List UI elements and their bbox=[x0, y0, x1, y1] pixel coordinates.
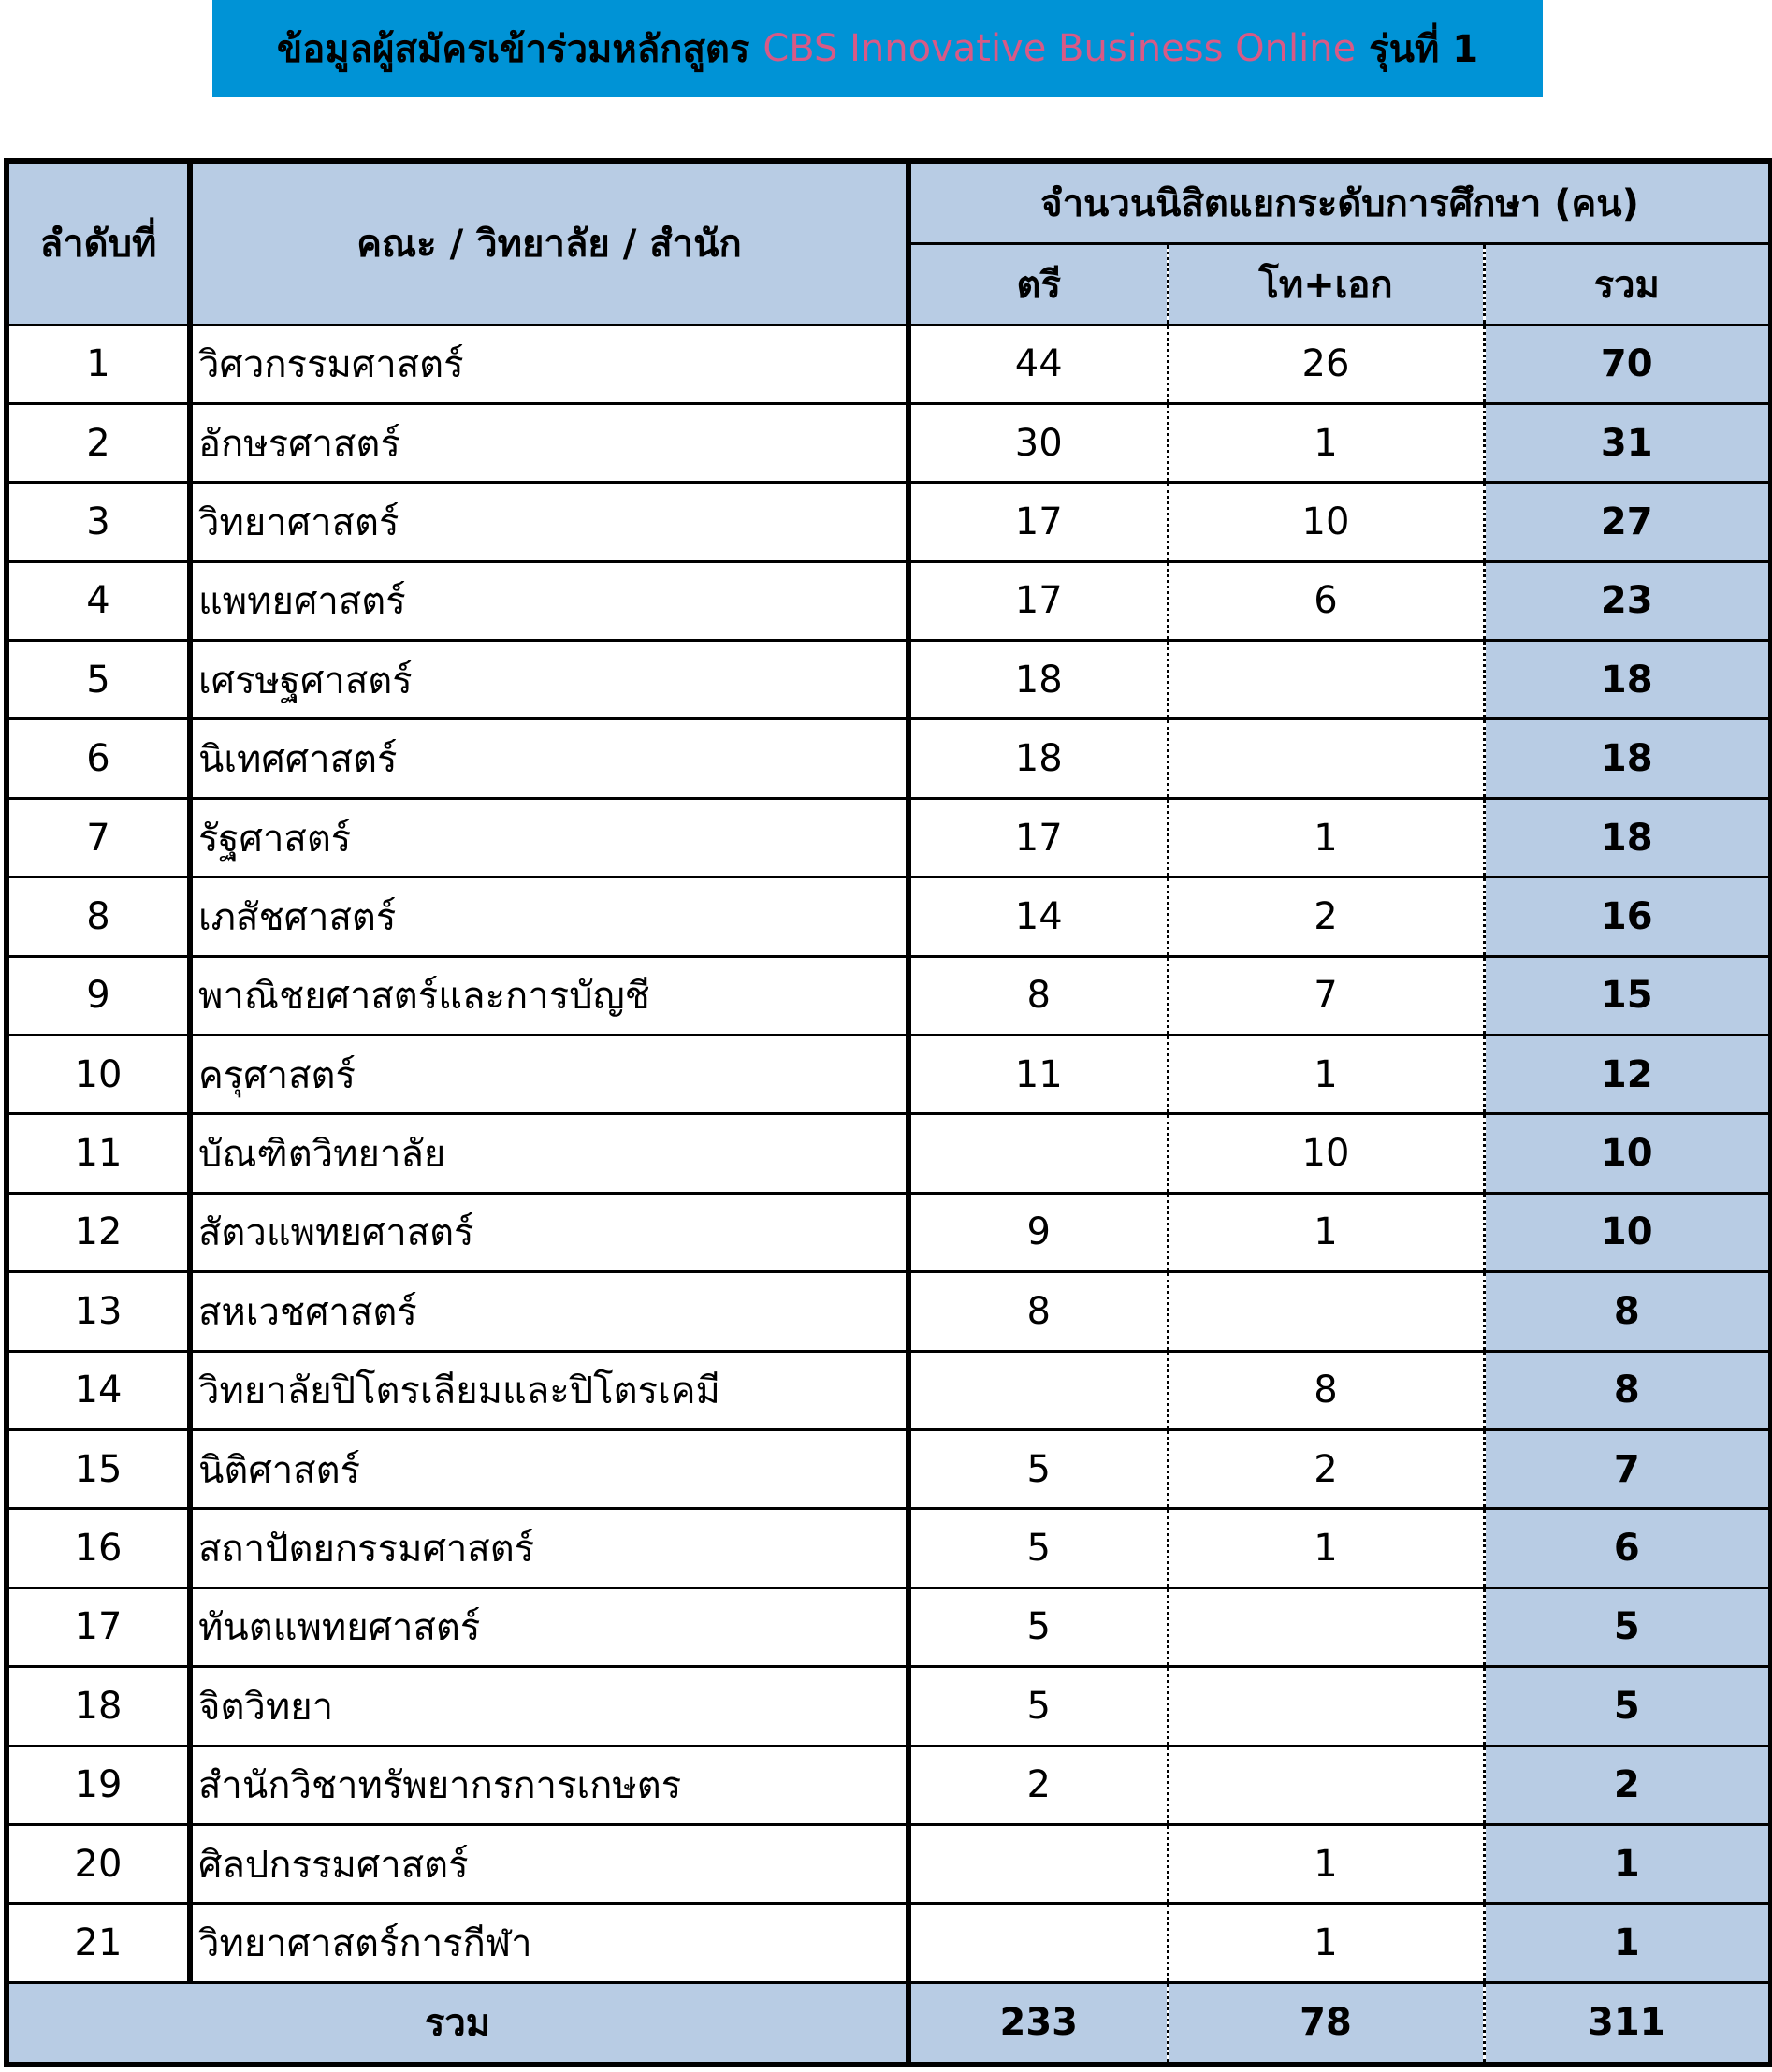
row-bachelor bbox=[908, 1824, 1168, 1903]
table-row bbox=[7, 1824, 1771, 1903]
row-faculty: สำนักวิชาทรัพยากรการเกษตร bbox=[190, 1746, 908, 1824]
table-row bbox=[7, 719, 1771, 798]
row-number: 3 bbox=[7, 483, 190, 561]
row-total: 5 bbox=[1484, 1587, 1771, 1666]
table-row bbox=[7, 1351, 1771, 1429]
row-graduate: 1 bbox=[1168, 1509, 1484, 1587]
table-row bbox=[7, 1667, 1771, 1746]
row-bachelor: 18 bbox=[908, 641, 1168, 719]
table-row bbox=[7, 1036, 1771, 1114]
row-total: 2 bbox=[1484, 1746, 1771, 1824]
header-graduate: โท+เอก bbox=[1168, 243, 1484, 325]
row-bachelor: 2 bbox=[908, 1746, 1168, 1824]
row-total: 1 bbox=[1484, 1904, 1771, 1982]
header-total: รวม bbox=[1484, 243, 1771, 325]
row-number: 8 bbox=[7, 877, 190, 956]
row-total: 7 bbox=[1484, 1429, 1771, 1508]
row-graduate: 1 bbox=[1168, 1193, 1484, 1271]
row-faculty: อักษรศาสตร์ bbox=[190, 403, 908, 482]
row-bachelor: 5 bbox=[908, 1587, 1168, 1666]
row-faculty: ทันตแพทยศาสตร์ bbox=[190, 1587, 908, 1666]
row-faculty: พาณิชยศาสตร์และการบัญชี bbox=[190, 956, 908, 1035]
row-number: 1 bbox=[7, 325, 190, 403]
row-graduate: 2 bbox=[1168, 1429, 1484, 1508]
row-graduate bbox=[1168, 1746, 1484, 1824]
row-total: 10 bbox=[1484, 1193, 1771, 1271]
title-course: CBS Innovative Business Online bbox=[763, 27, 1357, 70]
table-row bbox=[7, 561, 1771, 640]
row-bachelor bbox=[908, 1904, 1168, 1982]
row-bachelor: 17 bbox=[908, 483, 1168, 561]
row-graduate bbox=[1168, 1587, 1484, 1666]
footer-total: 311 bbox=[1484, 1982, 1771, 2065]
row-number: 18 bbox=[7, 1667, 190, 1746]
row-number: 20 bbox=[7, 1824, 190, 1903]
row-bachelor: 5 bbox=[908, 1667, 1168, 1746]
table-row bbox=[7, 1272, 1771, 1351]
row-faculty: ครุศาสตร์ bbox=[190, 1036, 908, 1114]
header-student-count-group: จำนวนนิสิตแยกระดับการศึกษา (คน) bbox=[908, 161, 1771, 243]
row-faculty: แพทยศาสตร์ bbox=[190, 561, 908, 640]
row-graduate: 2 bbox=[1168, 877, 1484, 956]
row-faculty: จิตวิทยา bbox=[190, 1667, 908, 1746]
table-row bbox=[7, 877, 1771, 956]
table-row bbox=[7, 1746, 1771, 1824]
header-bachelor: ตรี bbox=[908, 243, 1168, 325]
row-bachelor bbox=[908, 1114, 1168, 1193]
row-bachelor: 17 bbox=[908, 798, 1168, 877]
table-row bbox=[7, 1904, 1771, 1982]
row-total: 8 bbox=[1484, 1272, 1771, 1351]
row-graduate: 26 bbox=[1168, 325, 1484, 403]
row-total: 15 bbox=[1484, 956, 1771, 1035]
row-faculty: บัณฑิตวิทยาลัย bbox=[190, 1114, 908, 1193]
row-total: 70 bbox=[1484, 325, 1771, 403]
table-row bbox=[7, 956, 1771, 1035]
row-faculty: สัตวแพทยศาสตร์ bbox=[190, 1193, 908, 1271]
row-number: 7 bbox=[7, 798, 190, 877]
row-faculty: เภสัชศาสตร์ bbox=[190, 877, 908, 956]
table-row bbox=[7, 325, 1771, 403]
row-faculty: สหเวชศาสตร์ bbox=[190, 1272, 908, 1351]
row-faculty: รัฐศาสตร์ bbox=[190, 798, 908, 877]
applicant-table-wrapper bbox=[4, 158, 1768, 2067]
row-faculty: วิทยาศาสตร์ bbox=[190, 483, 908, 561]
table-row bbox=[7, 1114, 1771, 1193]
row-graduate: 10 bbox=[1168, 483, 1484, 561]
row-number: 9 bbox=[7, 956, 190, 1035]
row-bachelor: 8 bbox=[908, 956, 1168, 1035]
row-graduate bbox=[1168, 719, 1484, 798]
row-number: 4 bbox=[7, 561, 190, 640]
row-total: 18 bbox=[1484, 641, 1771, 719]
row-graduate bbox=[1168, 1667, 1484, 1746]
footer-graduate: 78 bbox=[1168, 1982, 1484, 2065]
row-total: 5 bbox=[1484, 1667, 1771, 1746]
row-total: 23 bbox=[1484, 561, 1771, 640]
row-number: 19 bbox=[7, 1746, 190, 1824]
table-row bbox=[7, 1509, 1771, 1587]
row-graduate bbox=[1168, 641, 1484, 719]
row-bachelor: 11 bbox=[908, 1036, 1168, 1114]
header-faculty: คณะ / วิทยาลัย / สำนัก bbox=[190, 161, 908, 325]
row-total: 27 bbox=[1484, 483, 1771, 561]
row-number: 5 bbox=[7, 641, 190, 719]
row-number: 13 bbox=[7, 1272, 190, 1351]
row-graduate: 1 bbox=[1168, 1904, 1484, 1982]
row-graduate: 1 bbox=[1168, 403, 1484, 482]
row-bachelor: 44 bbox=[908, 325, 1168, 403]
row-total: 16 bbox=[1484, 877, 1771, 956]
row-number: 12 bbox=[7, 1193, 190, 1271]
row-faculty: เศรษฐศาสตร์ bbox=[190, 641, 908, 719]
row-faculty: วิทยาลัยปิโตรเลียมและปิโตรเคมี bbox=[190, 1351, 908, 1429]
row-bachelor: 9 bbox=[908, 1193, 1168, 1271]
title-banner bbox=[212, 0, 1543, 97]
table-row bbox=[7, 1587, 1771, 1666]
row-faculty: วิทยาศาสตร์การกีฬา bbox=[190, 1904, 908, 1982]
title-prefix: ข้อมูลผู้สมัครเข้าร่วมหลักสูตร bbox=[276, 28, 750, 71]
row-number: 14 bbox=[7, 1351, 190, 1429]
row-bachelor: 5 bbox=[908, 1429, 1168, 1508]
row-graduate: 6 bbox=[1168, 561, 1484, 640]
row-bachelor bbox=[908, 1351, 1168, 1429]
row-total: 1 bbox=[1484, 1824, 1771, 1903]
table-row bbox=[7, 1193, 1771, 1271]
row-number: 21 bbox=[7, 1904, 190, 1982]
row-graduate: 8 bbox=[1168, 1351, 1484, 1429]
row-bachelor: 18 bbox=[908, 719, 1168, 798]
row-faculty: สถาปัตยกรรมศาสตร์ bbox=[190, 1509, 908, 1587]
footer-row bbox=[7, 1982, 1771, 2065]
table-row bbox=[7, 403, 1771, 482]
row-total: 8 bbox=[1484, 1351, 1771, 1429]
table-body bbox=[7, 325, 1771, 1982]
row-number: 16 bbox=[7, 1509, 190, 1587]
table-row bbox=[7, 641, 1771, 719]
row-number: 15 bbox=[7, 1429, 190, 1508]
row-graduate bbox=[1168, 1272, 1484, 1351]
row-total: 12 bbox=[1484, 1036, 1771, 1114]
row-faculty: นิเทศศาสตร์ bbox=[190, 719, 908, 798]
row-total: 6 bbox=[1484, 1509, 1771, 1587]
row-bachelor: 14 bbox=[908, 877, 1168, 956]
row-number: 6 bbox=[7, 719, 190, 798]
row-bachelor: 17 bbox=[908, 561, 1168, 640]
row-faculty: นิติศาสตร์ bbox=[190, 1429, 908, 1508]
row-graduate: 1 bbox=[1168, 798, 1484, 877]
row-total: 31 bbox=[1484, 403, 1771, 482]
row-faculty: วิศวกรรมศาสตร์ bbox=[190, 325, 908, 403]
footer-bachelor: 233 bbox=[908, 1982, 1168, 2065]
row-number: 2 bbox=[7, 403, 190, 482]
row-total: 10 bbox=[1484, 1114, 1771, 1193]
header-order: ลำดับที่ bbox=[7, 161, 190, 325]
row-faculty: ศิลปกรรมศาสตร์ bbox=[190, 1824, 908, 1903]
row-graduate: 10 bbox=[1168, 1114, 1484, 1193]
table-row bbox=[7, 1429, 1771, 1508]
row-graduate: 1 bbox=[1168, 1036, 1484, 1114]
row-bachelor: 5 bbox=[908, 1509, 1168, 1587]
row-number: 10 bbox=[7, 1036, 190, 1114]
row-number: 11 bbox=[7, 1114, 190, 1193]
applicant-table bbox=[4, 158, 1772, 2067]
row-bachelor: 30 bbox=[908, 403, 1168, 482]
row-bachelor: 8 bbox=[908, 1272, 1168, 1351]
row-graduate: 1 bbox=[1168, 1824, 1484, 1903]
title-suffix: รุ่นที่ 1 bbox=[1369, 28, 1479, 71]
footer-label: รวม bbox=[7, 1982, 908, 2065]
table-row bbox=[7, 483, 1771, 561]
table-row bbox=[7, 798, 1771, 877]
row-total: 18 bbox=[1484, 798, 1771, 877]
row-graduate: 7 bbox=[1168, 956, 1484, 1035]
row-total: 18 bbox=[1484, 719, 1771, 798]
row-number: 17 bbox=[7, 1587, 190, 1666]
